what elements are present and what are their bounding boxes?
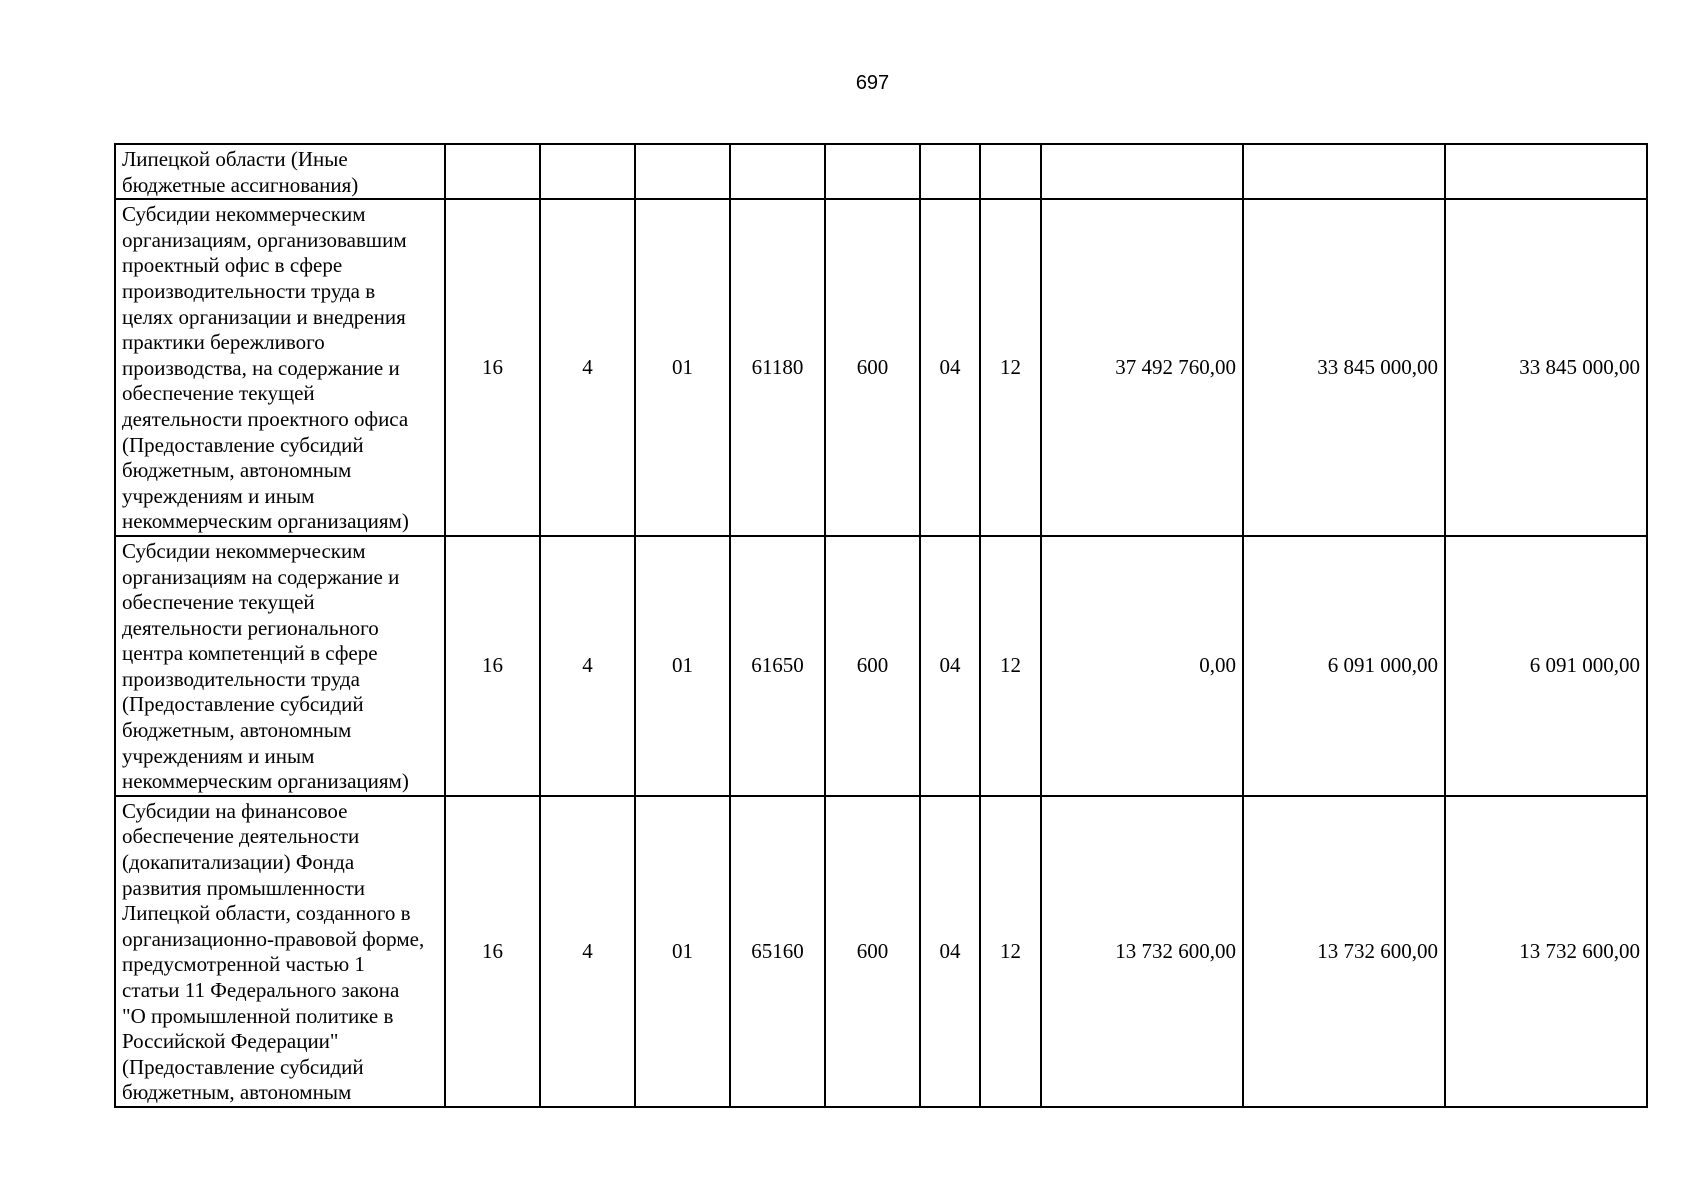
code-cell: [730, 144, 825, 199]
row-description: Субсидии некоммерческим организациям на содержание и обеспечение текущей деятельности регионального центра компетенций в сфере производительности труда (Предоставление субсидий бюджетным, автономным учреждениям и иным некоммерческим организациям): [115, 536, 445, 796]
table-row: [115, 144, 1647, 199]
row-description: Субсидии некоммерческим организациям, организовавшим проектный офис в сфере производительности труда в целях организации и внедрения практики бережливого производства, на содержание и обеспечение текущей деятельности проектного офиса (Предоставление субсидий бюджетным, автономным учреждениям и иным некоммерческим организациям): [115, 199, 445, 536]
code-cell: 65160: [730, 796, 825, 1107]
amount-cell: 13 732 600,00: [1041, 796, 1243, 1107]
code-cell: 01: [635, 536, 730, 796]
row-description: Липецкой области (Иные бюджетные ассигнования): [115, 144, 445, 199]
code-cell: [635, 144, 730, 199]
code-cell: 04: [920, 199, 980, 536]
amount-cell: 6 091 000,00: [1243, 536, 1445, 796]
amount-cell: [1041, 144, 1243, 199]
code-cell: [980, 144, 1041, 199]
code-cell: [825, 144, 920, 199]
budget-table: [114, 143, 1648, 1108]
code-cell: 600: [825, 199, 920, 536]
amount-cell: 33 845 000,00: [1445, 199, 1647, 536]
table-row: [115, 199, 1647, 536]
code-cell: 04: [920, 796, 980, 1107]
code-cell: 61180: [730, 199, 825, 536]
code-cell: [445, 144, 540, 199]
page-number: 697: [855, 72, 890, 94]
table-row: [115, 796, 1647, 1107]
code-cell: [920, 144, 980, 199]
code-cell: 600: [825, 536, 920, 796]
code-cell: 600: [825, 796, 920, 1107]
code-cell: 4: [540, 536, 635, 796]
code-cell: 4: [540, 796, 635, 1107]
amount-cell: [1243, 144, 1445, 199]
amount-cell: 6 091 000,00: [1445, 536, 1647, 796]
code-cell: 01: [635, 199, 730, 536]
amount-cell: 0,00: [1041, 536, 1243, 796]
amount-cell: 33 845 000,00: [1243, 199, 1445, 536]
code-cell: 16: [445, 536, 540, 796]
code-cell: 16: [445, 796, 540, 1107]
code-cell: [540, 144, 635, 199]
code-cell: 12: [980, 199, 1041, 536]
amount-cell: 13 732 600,00: [1243, 796, 1445, 1107]
code-cell: 61650: [730, 536, 825, 796]
code-cell: 01: [635, 796, 730, 1107]
code-cell: 12: [980, 536, 1041, 796]
amount-cell: [1445, 144, 1647, 199]
code-cell: 4: [540, 199, 635, 536]
table-row: [115, 536, 1647, 796]
code-cell: 12: [980, 796, 1041, 1107]
row-description: Субсидии на финансовое обеспечение деятельности (докапитализации) Фонда развития промышленности Липецкой области, созданного в организационно-правовой форме, предусмотренной частью 1 статьи 11 Федерального закона "О промышленной политике в Российской Федерации" (Предоставление субсидий бюджетным, автономным: [115, 796, 445, 1107]
amount-cell: 37 492 760,00: [1041, 199, 1243, 536]
amount-cell: 13 732 600,00: [1445, 796, 1647, 1107]
code-cell: 16: [445, 199, 540, 536]
code-cell: 04: [920, 536, 980, 796]
